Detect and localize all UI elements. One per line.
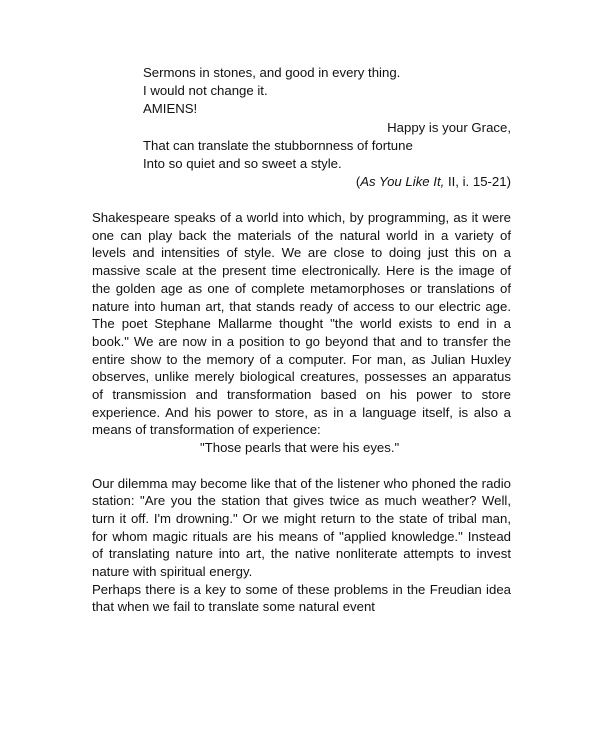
verse-citation: [143, 173, 511, 191]
verse-line-1: Sermons in stones, and good in every thing.: [143, 65, 401, 80]
verse-line-5: Into so quiet and so sweet a style.: [143, 156, 342, 172]
citation-open: (: [355, 174, 361, 190]
verse-speaker: AMIENS!: [143, 101, 198, 117]
paragraph-gap: [92, 457, 511, 475]
verse-line-3: Happy is your Grace,: [387, 119, 511, 135]
paragraph-2: Our dilemma may become like that of the listener who phoned the radio station: "Are you the station that gives twice as much weather? Well, turn it off. I'm drowning." Or we might return to the state of tribal man, for whom magic rituals are his means of "applied knowledge." Instead of translating nature into art, the native nonliterate attempts to invest nature with spiritual energy.: [92, 475, 511, 580]
verse-quotation: [143, 64, 511, 191]
verse-line-2: I would not change it.: [143, 83, 268, 99]
inline-quote: "Those pearls that were his eyes.": [200, 440, 400, 456]
paragraph-1: Shakespeare speaks of a world into which, by programming, as it were one can play back the materials of the natural world in a variety of levels and intensities of style. We are close to doing just this on a massive scale at the present time electronically. Here is the image of the golden age as one of complete metamorphoses or translations of nature into human art, that stands ready of access to our electric age. The poet Stephane Mallarme thought "the world exists to end in a book." We are now in a position to go beyond that and to transfer the entire show to the memory of a computer. For man, as Julian Huxley observes, unlike merely biological creatures, possesses an apparatus of transmission and transformation based on his power to store experience. And his power to store, as in a language itself, is also a means of transformation of experience:: [92, 210, 511, 438]
paragraph-3: Perhaps there is a key to some of these problems in the Freudian idea that when we fail to translate some natural event: [92, 581, 511, 615]
citation-reference: II, i. 15-21): [444, 174, 511, 190]
citation-title: As You Like It,: [360, 174, 445, 190]
verse-line-4: That can translate the stubbornness of fortune: [143, 137, 413, 153]
body-text: [92, 209, 511, 616]
